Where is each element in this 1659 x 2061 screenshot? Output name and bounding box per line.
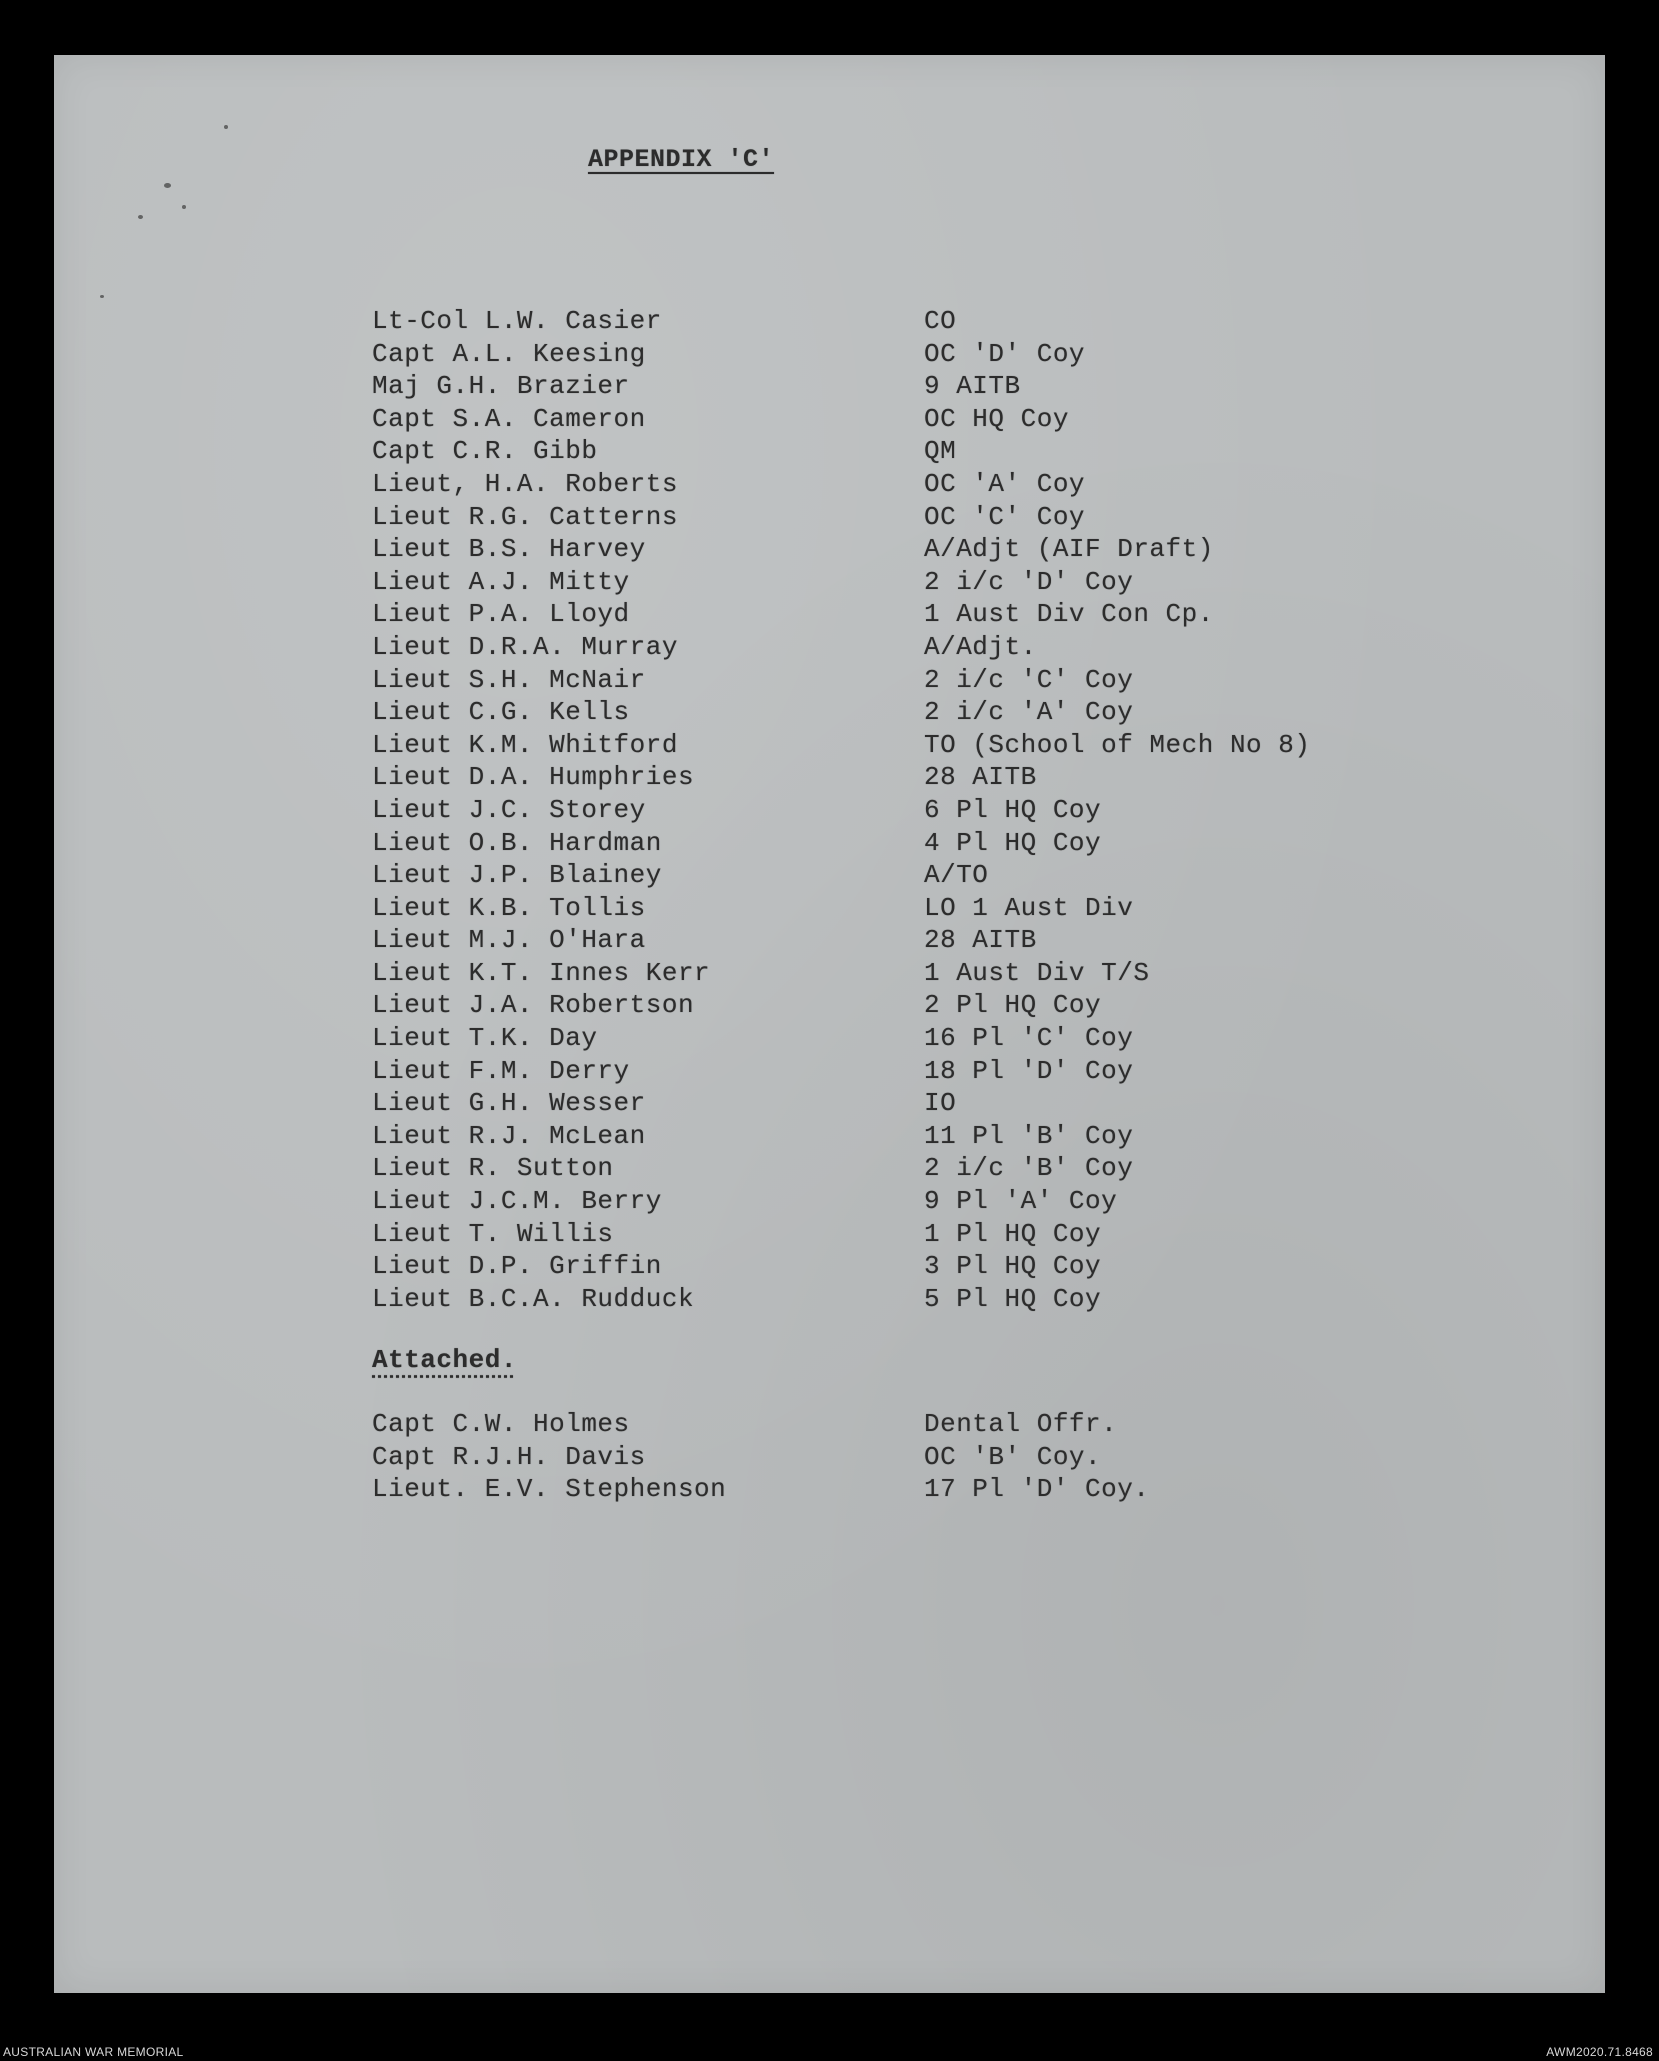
officer-appointment: 6 Pl HQ Coy [924,794,1102,825]
officer-name: Lieut R. Sutton [372,1153,614,1184]
footer-reference: AWM2020.71.8468 [1546,2045,1653,2059]
page-title: APPENDIX 'C' [587,145,775,174]
officer-name: Lieut D.R.A. Murray [372,631,678,662]
officer-appointment: OC 'B' Coy. [924,1441,1102,1472]
paper-blemish [224,125,228,129]
officer-appointment: OC 'A' Coy [924,468,1086,499]
officer-name: Lieut K.M. Whitford [372,729,678,760]
roster-row [372,664,1472,697]
roster-row [372,1218,1472,1251]
document-page [54,55,1605,1993]
roster-row [372,696,1472,729]
roster-row [372,1022,1472,1055]
officer-appointment: 5 Pl HQ Coy [924,1283,1102,1314]
roster-row [372,794,1472,827]
officer-appointment: QM [924,436,957,467]
roster-row [372,1055,1472,1088]
officer-appointment: 2 i/c 'C' Coy [924,664,1134,695]
roster-row [372,1120,1472,1153]
roster-row [372,1250,1472,1283]
officer-name: Lieut T.K. Day [372,1023,598,1054]
footer-archive-name: AUSTRALIAN WAR MEMORIAL [3,2045,184,2059]
roster-row [372,761,1472,794]
officer-appointment: 28 AITB [924,925,1037,956]
officer-name: Lieut J.P. Blainey [372,860,662,891]
officer-name: Lieut O.B. Hardman [372,827,662,858]
roster-row [372,989,1472,1022]
roster-row [372,1185,1472,1218]
roster-row [372,501,1472,534]
officer-name: Lieut, H.A. Roberts [372,468,678,499]
officer-appointment: IO [924,1088,957,1119]
officer-appointment: 2 i/c 'A' Coy [924,697,1134,728]
officer-name: Lieut J.C. Storey [372,794,646,825]
officer-name: Lieut R.J. McLean [372,1120,646,1151]
roster-row [372,468,1472,501]
officer-appointment: 9 AITB [924,371,1021,402]
officer-appointment: LO 1 Aust Div [924,892,1134,923]
roster-row [372,370,1472,403]
officer-name: Capt C.W. Holmes [372,1409,630,1439]
officer-appointment: 2 i/c 'D' Coy [924,566,1134,597]
officer-name: Lieut R.G. Catterns [372,501,678,532]
officer-name: Lieut A.J. Mitty [372,566,630,597]
officer-appointment: 17 Pl 'D' Coy. [924,1474,1150,1505]
officer-name: Lieut B.C.A. Rudduck [372,1283,695,1314]
officer-appointment: A/Adjt. [924,631,1037,662]
officer-appointment: 1 Pl HQ Coy [924,1218,1102,1249]
roster-row [372,729,1472,762]
officer-name: Maj G.H. Brazier [372,371,630,402]
officer-appointment: 11 Pl 'B' Coy [924,1120,1134,1151]
officer-name: Lieut G.H. Wesser [372,1088,646,1119]
officer-appointment: 16 Pl 'C' Coy [924,1023,1134,1054]
officer-appointment: 2 Pl HQ Coy [924,990,1102,1021]
officer-appointment: 1 Aust Div T/S [924,957,1150,988]
roster-row [372,924,1472,957]
officer-appointment: 9 Pl 'A' Coy [924,1186,1118,1217]
officer-name: Lieut J.C.M. Berry [372,1186,662,1217]
officer-appointment: CO [924,306,957,336]
officer-appointment: 4 Pl HQ Coy [924,827,1102,858]
roster-row [372,435,1472,468]
officer-name: Capt A.L. Keesing [372,338,646,369]
officer-name: Lt-Col L.W. Casier [372,306,662,336]
officer-appointment: OC HQ Coy [924,403,1069,434]
roster-row [372,1408,1472,1441]
officer-appointment: 18 Pl 'D' Coy [924,1055,1134,1086]
roster-row [372,1473,1472,1506]
officer-name: Lieut J.A. Robertson [372,990,695,1021]
paper-blemish [138,215,143,219]
roster-row [372,1087,1472,1120]
officer-appointment: 3 Pl HQ Coy [924,1251,1102,1282]
officer-name: Lieut K.B. Tollis [372,892,646,923]
officer-appointment: OC 'C' Coy [924,501,1086,532]
officer-name: Lieut P.A. Lloyd [372,599,630,630]
officer-name: Lieut T. Willis [372,1218,614,1249]
officer-appointment: 1 Aust Div Con Cp. [924,599,1214,630]
officer-name: Lieut. E.V. Stephenson [372,1474,727,1505]
roster-row [372,533,1472,566]
officer-name: Lieut B.S. Harvey [372,534,646,565]
officer-roster [372,305,1472,1315]
attached-heading: Attached. [372,1345,517,1375]
officer-appointment: 2 i/c 'B' Coy [924,1153,1134,1184]
roster-row [372,1441,1472,1474]
paper-blemish [100,295,104,298]
attached-roster [372,1408,1472,1506]
roster-row [372,827,1472,860]
roster-row [372,859,1472,892]
officer-appointment: A/Adjt (AIF Draft) [924,534,1214,565]
officer-appointment: OC 'D' Coy [924,338,1086,369]
officer-name: Lieut K.T. Innes Kerr [372,957,711,988]
officer-name: Lieut C.G. Kells [372,697,630,728]
officer-name: Capt R.J.H. Davis [372,1441,646,1472]
roster-row [372,403,1472,436]
officer-name: Lieut S.H. McNair [372,664,646,695]
roster-row [372,598,1472,631]
officer-name: Lieut D.A. Humphries [372,762,695,793]
roster-row [372,305,1472,338]
officer-name: Lieut D.P. Griffin [372,1251,662,1282]
roster-row [372,892,1472,925]
officer-appointment: Dental Offr. [924,1409,1118,1439]
officer-name: Capt S.A. Cameron [372,403,646,434]
paper-blemish [182,205,186,209]
officer-appointment: TO (School of Mech No 8) [924,729,1311,760]
officer-name: Lieut F.M. Derry [372,1055,630,1086]
roster-row [372,338,1472,371]
officer-appointment: A/TO [924,860,989,891]
roster-row [372,1283,1472,1316]
paper-blemish [164,183,171,188]
roster-row [372,631,1472,664]
officer-appointment: 28 AITB [924,762,1037,793]
roster-row [372,1152,1472,1185]
roster-row [372,957,1472,990]
roster-row [372,566,1472,599]
officer-name: Capt C.R. Gibb [372,436,598,467]
officer-name: Lieut M.J. O'Hara [372,925,646,956]
